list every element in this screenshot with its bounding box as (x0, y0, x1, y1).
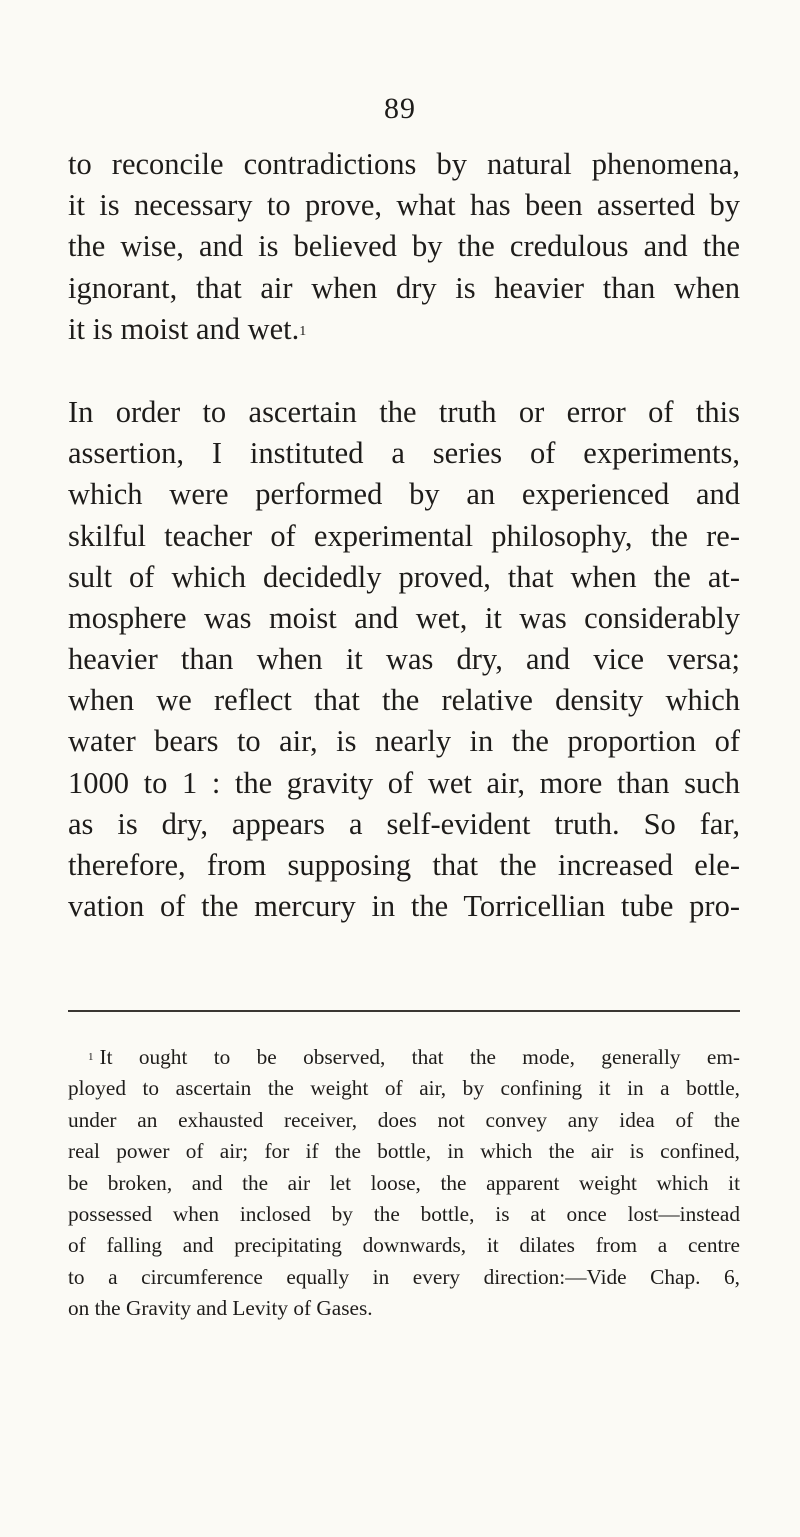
text-line: assertion, I instituted a series of experiments, (68, 436, 740, 471)
footnote-line: under an exhausted receiver, does not convey any idea of the (68, 1107, 740, 1132)
page-number: 89 (384, 92, 416, 125)
text-line: therefore, from supposing that the increased ele- (68, 848, 740, 882)
text-line (68, 309, 740, 350)
footnote-line (68, 1042, 740, 1073)
text-line: heavier than when it was dry, and vice versa; (68, 642, 740, 677)
footnote-line: real power of air; for if the bottle, in which the air is confined, (68, 1139, 740, 1164)
footnote-line: be broken, and the air let loose, the apparent weight which it (68, 1170, 740, 1195)
footnote-reference: 1 (299, 323, 307, 339)
text-line: which were performed by an experienced and (68, 477, 740, 512)
footnote-line: possessed when inclosed by the bottle, is at once lost—instead (68, 1201, 740, 1226)
footnote-line: ployed to ascertain the weight of air, by confining it in a bottle, (68, 1076, 740, 1101)
main-text (68, 144, 740, 927)
footnote-line-content: It ought to be observed, that the mode, generally em- (99, 1045, 740, 1069)
footnote-line: to a circumference equally in every direction:—Vide Chap. 6, (68, 1264, 740, 1289)
text-line: mosphere was moist and wet, it was considerably (68, 600, 740, 635)
text-line: skilful teacher of experimental philosophy, the re- (68, 518, 740, 553)
footnote-line: on the Gravity and Levity of Gases. (68, 1296, 373, 1321)
text-line: In order to ascertain the truth or error of this (68, 394, 740, 429)
footnote (68, 1042, 740, 1325)
text-line: sult of which decidedly proved, that when the at- (68, 559, 740, 594)
text-line: the wise, and is believed by the credulous and the (68, 229, 740, 264)
footnote-marker: 1 (88, 1051, 94, 1063)
text-line: as is dry, appears a self-evident truth. So far, (68, 806, 740, 841)
text-line: 1000 to 1 : the gravity of wet air, more than such (68, 765, 740, 800)
text-line: ignorant, that air when dry is heavier than when (68, 270, 740, 305)
footnote-line: of falling and precipitating downwards, it dilates from a centre (68, 1233, 740, 1258)
text-line: when we reflect that the relative density which (68, 683, 740, 718)
text-line: vation of the mercury in the Torricellian tube pro- (68, 889, 740, 924)
footnote-divider (68, 1010, 740, 1012)
text-line: water bears to air, is nearly in the proportion of (68, 724, 740, 759)
text-line-content: it is moist and wet. (68, 311, 300, 346)
text-line: it is necessary to prove, what has been asserted by (68, 188, 740, 223)
text-line: to reconcile contradictions by natural phenomena, (68, 147, 740, 181)
